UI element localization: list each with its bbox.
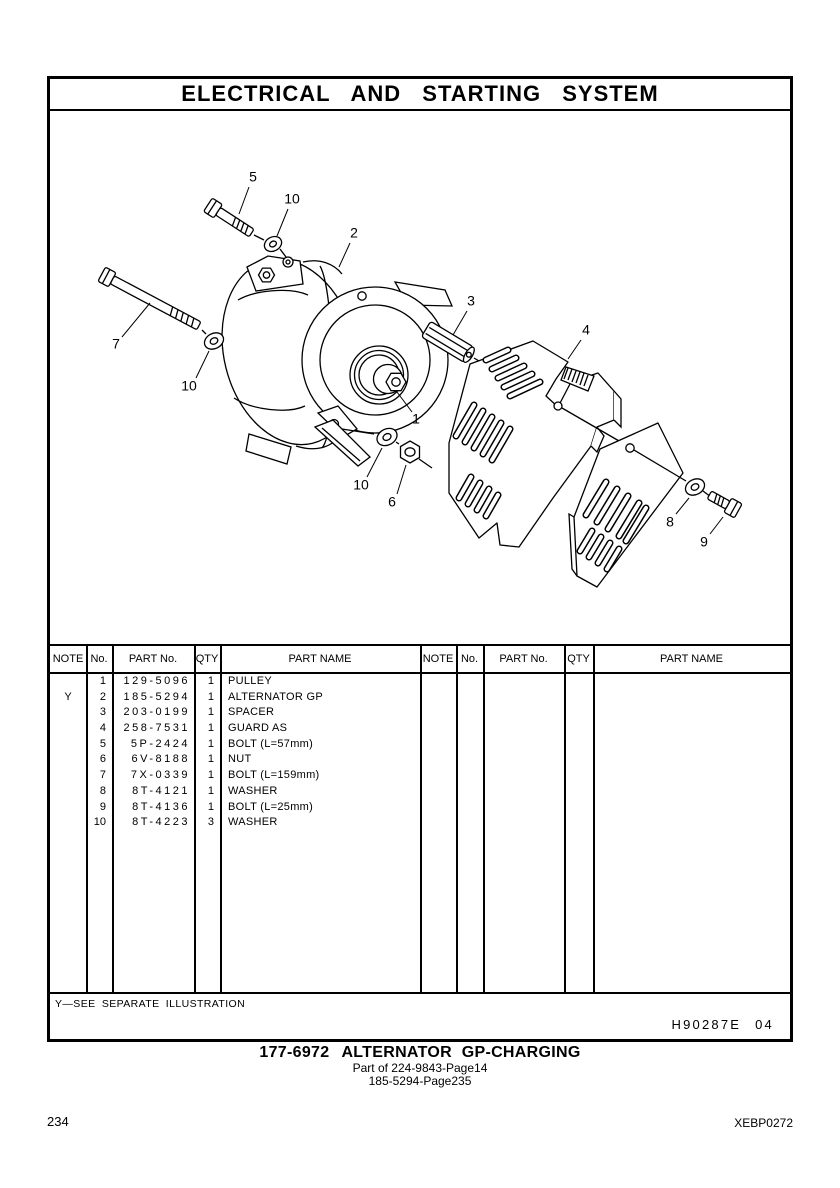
callout-7: 7 xyxy=(112,335,120,352)
cell-no: 4 xyxy=(99,722,106,735)
bolt-7-drawing xyxy=(98,267,203,333)
col-header-part-name: PART NAME xyxy=(288,653,352,665)
col-header-part-no: PART No. xyxy=(499,653,548,665)
drawing-code xyxy=(672,1017,774,1032)
cell-qty: 1 xyxy=(207,706,214,719)
cell-no: 2 xyxy=(99,690,106,703)
callout-10: 10 xyxy=(181,377,197,394)
table-row xyxy=(50,690,420,706)
cell-note xyxy=(50,737,86,753)
parts-catalog-sheet xyxy=(47,76,793,1042)
cell-qty: 1 xyxy=(207,784,214,797)
callout-2: 2 xyxy=(350,224,358,241)
callout-10: 10 xyxy=(284,190,300,207)
cell-qty: 1 xyxy=(207,800,214,813)
cell-note xyxy=(50,784,86,800)
cell-part: 8T-4223 xyxy=(132,816,190,829)
callout-leader-7 xyxy=(122,303,150,337)
document-code: XEBP0272 xyxy=(734,1116,793,1130)
cell-qty: 1 xyxy=(207,753,214,766)
callout-leader-10 xyxy=(196,351,209,378)
table-grid-line xyxy=(483,646,485,992)
table-row xyxy=(50,784,420,800)
col-header-no: No. xyxy=(90,653,108,665)
col-header-note: NOTE xyxy=(52,653,84,665)
parts-table xyxy=(50,644,790,992)
cell-no: 8 xyxy=(99,784,106,797)
cell-qty: 1 xyxy=(207,722,214,735)
callout-leader-2 xyxy=(339,243,350,267)
table-row xyxy=(50,815,420,831)
cell-part: 203-0199 xyxy=(123,706,190,719)
table-row xyxy=(50,674,420,690)
diagram-area xyxy=(50,111,790,644)
cell-note xyxy=(50,705,86,721)
table-header-row xyxy=(50,646,790,674)
caption-alt-ref: 185-5294-Page235 xyxy=(368,1074,472,1088)
cell-no: 7 xyxy=(99,769,106,782)
cell-part: 129-5096 xyxy=(123,675,190,687)
cell-name: BOLT (L=57mm) xyxy=(228,737,314,750)
table-row xyxy=(50,800,420,816)
cell-note: Y xyxy=(64,690,72,703)
cell-no: 1 xyxy=(99,675,106,687)
callout-leader-3 xyxy=(453,311,467,335)
callout-9: 9 xyxy=(700,533,708,550)
cell-no: 3 xyxy=(99,706,106,719)
cell-note xyxy=(50,674,86,690)
table-grid-line xyxy=(420,646,422,992)
table-row xyxy=(50,737,420,753)
col-header-note: NOTE xyxy=(422,653,454,665)
callout-leader-5 xyxy=(239,187,249,214)
page-title: ELECTRICAL AND STARTING SYSTEM xyxy=(181,81,659,106)
callout-leader-4 xyxy=(568,340,581,359)
cell-qty: 1 xyxy=(207,769,214,782)
caption-title xyxy=(0,1044,840,1062)
washer-drawing xyxy=(683,476,708,499)
page-number: 234 xyxy=(47,1114,69,1129)
nut-6-drawing xyxy=(401,441,433,468)
cell-name: NUT xyxy=(228,753,252,766)
exploded-parts-diagram xyxy=(50,111,790,644)
callout-10: 10 xyxy=(353,476,369,493)
alternator-body-drawing xyxy=(203,245,452,466)
cell-part: 6V-8188 xyxy=(131,753,190,766)
callout-5: 5 xyxy=(249,168,257,185)
caption-part-number: 177-6972 xyxy=(259,1044,330,1061)
callout-leader-8 xyxy=(676,498,689,514)
table-row xyxy=(50,721,420,737)
table-row xyxy=(50,752,420,768)
callout-leader-10 xyxy=(277,209,288,236)
cell-no: 10 xyxy=(93,816,106,829)
callout-leader-10 xyxy=(367,448,382,477)
bolt-9-drawing xyxy=(706,488,743,518)
note-legend: Y—SEE SEPARATE ILLUSTRATION xyxy=(55,998,246,1010)
cell-no: 6 xyxy=(99,753,106,766)
callout-leader-9 xyxy=(710,517,723,534)
callout-3: 3 xyxy=(467,292,475,309)
callout-leader-6 xyxy=(397,465,406,494)
drawing-revision: 04 xyxy=(755,1017,774,1032)
table-grid-line xyxy=(564,646,566,992)
cell-name: PULLEY xyxy=(228,675,272,687)
cell-name: SPACER xyxy=(228,706,275,719)
cell-name: WASHER xyxy=(228,816,278,829)
table-grid-line xyxy=(456,646,458,992)
cell-part: 185-5294 xyxy=(123,690,190,703)
cell-note xyxy=(50,815,86,831)
caption-part-name: ALTERNATOR GP-CHARGING xyxy=(341,1044,581,1061)
cell-qty: 3 xyxy=(207,816,214,829)
bolt-5-drawing xyxy=(204,198,256,240)
sheet-footer xyxy=(50,992,790,1039)
drawing-code-value: H90287E xyxy=(671,1017,742,1032)
callout-4: 4 xyxy=(582,321,590,338)
cell-part: 8T-4121 xyxy=(132,784,190,797)
table-row xyxy=(50,768,420,784)
cell-qty: 1 xyxy=(207,737,214,750)
cell-qty: 1 xyxy=(207,675,214,687)
callout-8: 8 xyxy=(666,513,674,530)
cell-name: BOLT (L=159mm) xyxy=(228,769,320,782)
table-grid-line xyxy=(593,646,595,992)
col-header-part-name: PART NAME xyxy=(660,653,723,665)
cell-note xyxy=(50,721,86,737)
cell-part: 258-7531 xyxy=(123,722,190,735)
callout-6: 6 xyxy=(388,493,396,510)
cell-name: GUARD AS xyxy=(228,722,288,735)
cell-part: 8T-4136 xyxy=(132,800,190,813)
cell-name: WASHER xyxy=(228,784,278,797)
table-body-left xyxy=(50,674,420,831)
figure-caption xyxy=(0,1044,840,1088)
col-header-no: No. xyxy=(460,653,479,665)
cell-note xyxy=(50,800,86,816)
col-header-part-no: PART No. xyxy=(128,653,178,665)
cell-name: ALTERNATOR GP xyxy=(228,690,323,703)
table-row xyxy=(50,705,420,721)
cell-qty: 1 xyxy=(207,690,214,703)
cell-note xyxy=(50,752,86,768)
col-header-qty: QTY xyxy=(567,653,590,665)
cell-part: 5P-2424 xyxy=(130,737,190,750)
cell-note xyxy=(50,768,86,784)
sheet-title-bar xyxy=(50,79,790,111)
col-header-qty: QTY xyxy=(195,653,219,665)
washer-drawing xyxy=(262,234,284,255)
caption-parent-ref: Part of 224-9843-Page14 xyxy=(352,1061,488,1075)
callout-1: 1 xyxy=(412,410,420,427)
cell-no: 9 xyxy=(99,800,106,813)
cell-no: 5 xyxy=(99,737,106,750)
cell-name: BOLT (L=25mm) xyxy=(228,800,314,813)
cell-part: 7X-0339 xyxy=(130,769,190,782)
